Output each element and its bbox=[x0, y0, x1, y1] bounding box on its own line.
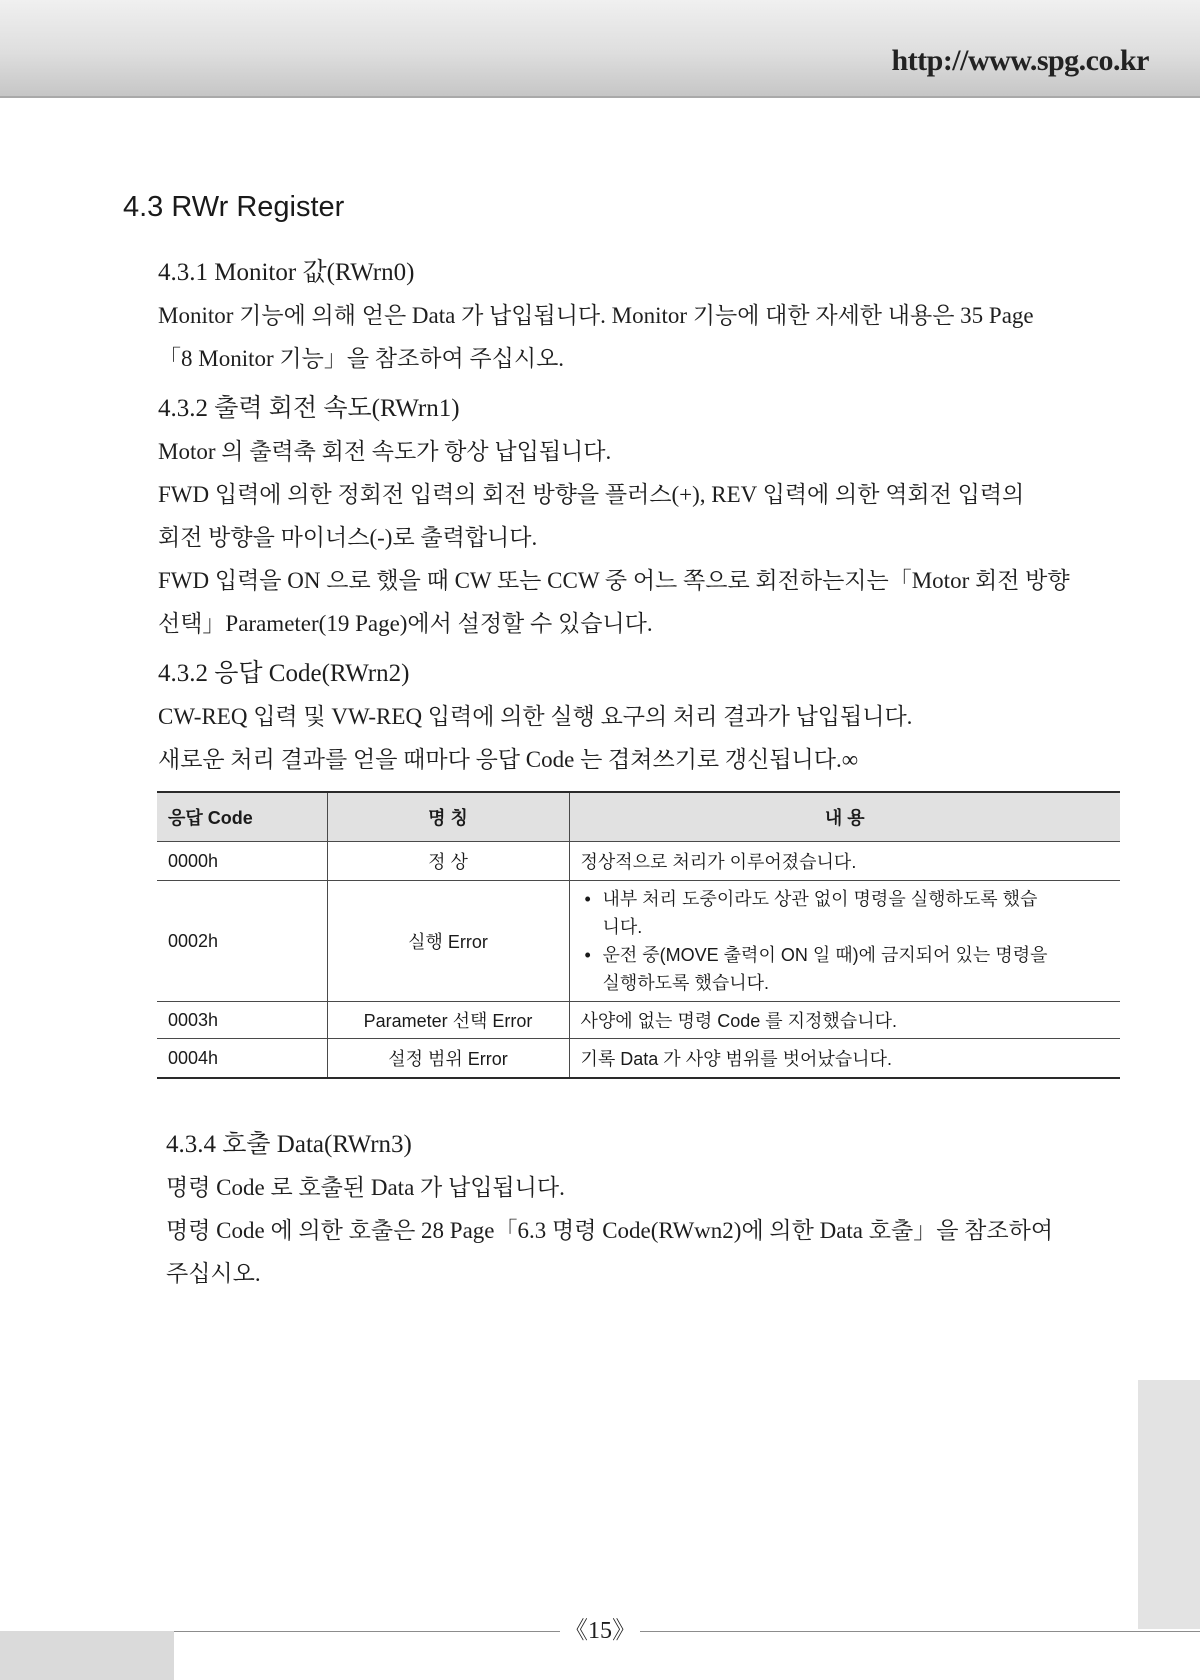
cell-code: 0002h bbox=[157, 881, 327, 1002]
cell-name: Parameter 선택 Error bbox=[327, 1002, 569, 1039]
cell-code: 0004h bbox=[157, 1039, 327, 1079]
subsection-heading-4-3-4: 4.3.4 호출 Data(RWrn3) bbox=[166, 1131, 412, 1158]
paragraph-line: FWD 입력을 ON 으로 했을 때 CW 또는 CCW 중 어느 쪽으로 회전하는지는「Motor 회전 방향 bbox=[158, 568, 1070, 593]
subsection-heading-response-code: 4.3.2 응답 Code(RWrn2) bbox=[158, 660, 410, 687]
page-number: 《15》 bbox=[560, 1614, 640, 1648]
response-code-table bbox=[157, 791, 1120, 1079]
side-index-tab bbox=[1138, 1380, 1200, 1629]
table-row bbox=[157, 1002, 1120, 1039]
table-row bbox=[157, 1039, 1120, 1079]
footer-corner-block bbox=[0, 1631, 174, 1680]
table-header-row bbox=[157, 792, 1120, 842]
paragraph-line: 새로운 처리 결과를 얻을 때마다 응답 Code 는 겹쳐쓰기로 갱신됩니다.∞ bbox=[158, 747, 859, 772]
table-row bbox=[157, 881, 1120, 1002]
paragraph-line: Motor 의 출력축 회전 속도가 항상 납입됩니다. bbox=[158, 439, 612, 464]
paragraph-line: CW-REQ 입력 및 VW-REQ 입력에 의한 실행 요구의 처리 결과가 납입됩니다. bbox=[158, 704, 913, 729]
section-body-upper bbox=[158, 251, 1150, 781]
column-header-name: 명 칭 bbox=[327, 792, 569, 842]
paragraph-line: FWD 입력에 의한 정회전 입력의 회전 방향을 플러스(+), REV 입력에 의한 역회전 입력의 bbox=[158, 482, 1025, 507]
subsection-heading-4-3-2: 4.3.2 출력 회전 속도(RWrn1) bbox=[158, 395, 460, 422]
cell-code: 0000h bbox=[157, 842, 327, 881]
bullet-item: • 운전 중(MOVE 출력이 ON 일 때)에 금지되어 있는 명령을 실행하도록 했습니다. bbox=[581, 941, 1053, 997]
cell-description: 정상적으로 처리가 이루어졌습니다. bbox=[569, 842, 1120, 881]
paragraph-line: Monitor 기능에 의해 얻은 Data 가 납입됩니다. Monitor 기능에 대한 자세한 내용은 35 Page bbox=[158, 303, 1034, 328]
paragraph-line: 명령 Code 로 호출된 Data 가 납입됩니다. bbox=[166, 1175, 565, 1200]
cell-name: 설정 범위 Error bbox=[327, 1039, 569, 1079]
bullet-list bbox=[581, 881, 1110, 1001]
page-header-band bbox=[0, 0, 1200, 98]
paragraph-line: 주십시오. bbox=[166, 1261, 261, 1286]
cell-description bbox=[569, 881, 1120, 1002]
paragraph-line: 명령 Code 에 의한 호출은 28 Page「6.3 명령 Code(RWwn2)에 의한 Data 호출」을 참조하여 bbox=[166, 1218, 1054, 1243]
column-header-description: 내 용 bbox=[569, 792, 1120, 842]
cell-name: 실행 Error bbox=[327, 881, 569, 1002]
footer-divider bbox=[174, 1631, 1200, 1632]
header-website-url: http://www.spg.co.kr bbox=[891, 44, 1149, 77]
cell-description: 사양에 없는 명령 Code 를 지정했습니다. bbox=[569, 1002, 1120, 1039]
cell-code: 0003h bbox=[157, 1002, 327, 1039]
table-row bbox=[157, 842, 1120, 881]
paragraph-line: 선택」Parameter(19 Page)에서 설정할 수 있습니다. bbox=[158, 611, 653, 636]
subsection-heading-4-3-1: 4.3.1 Monitor 값(RWrn0) bbox=[158, 259, 415, 286]
section-body-lower bbox=[166, 1123, 1150, 1295]
cell-name: 정 상 bbox=[327, 842, 569, 881]
column-header-code: 응답 Code bbox=[157, 792, 327, 842]
section-title: 4.3 RWr Register bbox=[123, 191, 345, 223]
paragraph-line: 회전 방향을 마이너스(-)로 출력합니다. bbox=[158, 525, 538, 550]
cell-description: 기록 Data 가 사양 범위를 벗어났습니다. bbox=[569, 1039, 1120, 1079]
paragraph-line: 「8 Monitor 기능」을 참조하여 주십시오. bbox=[158, 346, 565, 371]
bullet-item: • 내부 처리 도중이라도 상관 없이 명령을 실행하도록 했습니다. bbox=[581, 885, 1053, 941]
